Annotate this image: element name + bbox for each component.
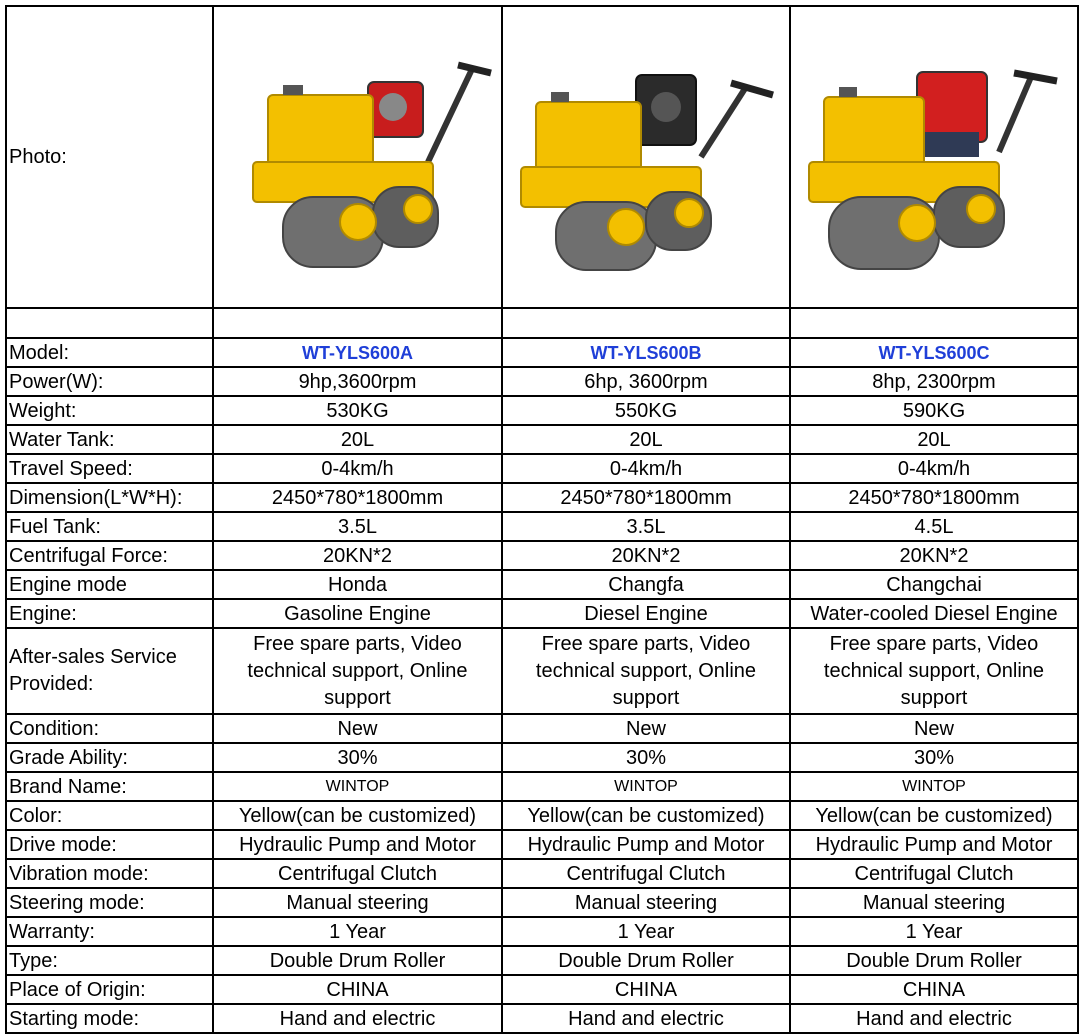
spec-value: Gasoline Engine xyxy=(213,599,502,628)
spec-value: 3.5L xyxy=(502,512,790,541)
spec-label: Color: xyxy=(6,801,213,830)
spec-label: Model: xyxy=(6,338,213,367)
spec-label: Water Tank: xyxy=(6,425,213,454)
road-roller-b-image xyxy=(511,37,781,277)
spec-row xyxy=(6,888,1078,917)
spec-label: Travel Speed: xyxy=(6,454,213,483)
spec-row xyxy=(6,628,1078,714)
spec-label: Condition: xyxy=(6,714,213,743)
spec-value: Water-cooled Diesel Engine xyxy=(790,599,1078,628)
spec-row xyxy=(6,1004,1078,1033)
spec-value: 6hp, 3600rpm xyxy=(502,367,790,396)
spec-row xyxy=(6,975,1078,1004)
photo-label: Photo: xyxy=(6,6,213,308)
spec-value: 20KN*2 xyxy=(213,541,502,570)
spec-row xyxy=(6,772,1078,801)
spec-value: Diesel Engine xyxy=(502,599,790,628)
photo-row xyxy=(6,6,1078,308)
spec-label: Centrifugal Force: xyxy=(6,541,213,570)
spec-row xyxy=(6,425,1078,454)
spec-label: Engine: xyxy=(6,599,213,628)
empty-cell xyxy=(6,308,213,338)
brand-value: WINTOP xyxy=(213,772,502,801)
spec-row xyxy=(6,570,1078,599)
spec-row xyxy=(6,338,1078,367)
spec-value: 20KN*2 xyxy=(790,541,1078,570)
spec-value: 20L xyxy=(502,425,790,454)
model-name: WT-YLS600B xyxy=(502,338,790,367)
spec-label: Engine mode xyxy=(6,570,213,599)
spec-value: 3.5L xyxy=(213,512,502,541)
spec-label: After-sales Service Provided: xyxy=(6,628,213,714)
spec-value: Manual steering xyxy=(790,888,1078,917)
spec-label: Drive mode: xyxy=(6,830,213,859)
spec-label: Power(W): xyxy=(6,367,213,396)
spec-value: 9hp,3600rpm xyxy=(213,367,502,396)
spec-value: 2450*780*1800mm xyxy=(790,483,1078,512)
spec-value: 550KG xyxy=(502,396,790,425)
spec-value: Free spare parts, Video technical support, Online support xyxy=(502,628,790,714)
empty-cell xyxy=(213,308,502,338)
spec-row xyxy=(6,714,1078,743)
spec-value: Hand and electric xyxy=(502,1004,790,1033)
spec-label: Brand Name: xyxy=(6,772,213,801)
spec-value: Free spare parts, Video technical support, Online support xyxy=(213,628,502,714)
spec-value: 4.5L xyxy=(790,512,1078,541)
spec-value: Yellow(can be customized) xyxy=(502,801,790,830)
spec-label: Steering mode: xyxy=(6,888,213,917)
spec-value: CHINA xyxy=(213,975,502,1004)
empty-cell xyxy=(502,308,790,338)
spec-row xyxy=(6,946,1078,975)
spec-row xyxy=(6,743,1078,772)
spec-label: Type: xyxy=(6,946,213,975)
spec-value: Centrifugal Clutch xyxy=(213,859,502,888)
spec-table xyxy=(5,5,1079,1034)
spec-value: 20KN*2 xyxy=(502,541,790,570)
spec-row xyxy=(6,801,1078,830)
spec-value: New xyxy=(502,714,790,743)
spec-value: New xyxy=(213,714,502,743)
spec-value: Yellow(can be customized) xyxy=(790,801,1078,830)
spec-label: Starting mode: xyxy=(6,1004,213,1033)
spec-value: 20L xyxy=(213,425,502,454)
spec-value: 1 Year xyxy=(213,917,502,946)
spec-value: 8hp, 2300rpm xyxy=(790,367,1078,396)
spec-value: Double Drum Roller xyxy=(213,946,502,975)
spec-value: CHINA xyxy=(790,975,1078,1004)
spacer-row xyxy=(6,308,1078,338)
spec-row xyxy=(6,859,1078,888)
spec-value: 2450*780*1800mm xyxy=(213,483,502,512)
spec-row xyxy=(6,830,1078,859)
spec-value: 30% xyxy=(502,743,790,772)
spec-value: CHINA xyxy=(502,975,790,1004)
spec-value: New xyxy=(790,714,1078,743)
photo-cell xyxy=(502,6,790,308)
road-roller-c-image xyxy=(799,37,1069,277)
photo-cell xyxy=(213,6,502,308)
spec-value: Manual steering xyxy=(502,888,790,917)
spec-value: 0-4km/h xyxy=(213,454,502,483)
spec-value: Free spare parts, Video technical support, Online support xyxy=(790,628,1078,714)
spec-value: Changchai xyxy=(790,570,1078,599)
brand-value: WINTOP xyxy=(502,772,790,801)
spec-label: Dimension(L*W*H): xyxy=(6,483,213,512)
spec-row xyxy=(6,454,1078,483)
spec-value: Yellow(can be customized) xyxy=(213,801,502,830)
engine-shape xyxy=(917,72,987,142)
spec-value: 0-4km/h xyxy=(790,454,1078,483)
spec-row xyxy=(6,367,1078,396)
spec-label: Fuel Tank: xyxy=(6,512,213,541)
spec-value: Honda xyxy=(213,570,502,599)
spec-row xyxy=(6,512,1078,541)
model-name: WT-YLS600A xyxy=(213,338,502,367)
spec-label: Grade Ability: xyxy=(6,743,213,772)
spec-label: Weight: xyxy=(6,396,213,425)
spec-value: 2450*780*1800mm xyxy=(502,483,790,512)
spec-value: Changfa xyxy=(502,570,790,599)
spec-label: Place of Origin: xyxy=(6,975,213,1004)
spec-value: 30% xyxy=(213,743,502,772)
spec-value: 1 Year xyxy=(790,917,1078,946)
spec-value: Hydraulic Pump and Motor xyxy=(502,830,790,859)
spec-value: Double Drum Roller xyxy=(790,946,1078,975)
spec-value: 30% xyxy=(790,743,1078,772)
empty-cell xyxy=(790,308,1078,338)
spec-label: Vibration mode: xyxy=(6,859,213,888)
photo-cell xyxy=(790,6,1078,308)
spec-value: 530KG xyxy=(213,396,502,425)
spec-value: Hydraulic Pump and Motor xyxy=(213,830,502,859)
road-roller-a-image xyxy=(223,37,493,277)
brand-value: WINTOP xyxy=(790,772,1078,801)
spec-value: 0-4km/h xyxy=(502,454,790,483)
spec-row xyxy=(6,483,1078,512)
spec-value: Centrifugal Clutch xyxy=(790,859,1078,888)
spec-row xyxy=(6,541,1078,570)
spec-row xyxy=(6,396,1078,425)
spec-value: 1 Year xyxy=(502,917,790,946)
spec-value: Hand and electric xyxy=(213,1004,502,1033)
spec-value: Double Drum Roller xyxy=(502,946,790,975)
spec-label: Warranty: xyxy=(6,917,213,946)
spec-value: Manual steering xyxy=(213,888,502,917)
model-name: WT-YLS600C xyxy=(790,338,1078,367)
spec-row xyxy=(6,599,1078,628)
spec-row xyxy=(6,917,1078,946)
spec-value: Hand and electric xyxy=(790,1004,1078,1033)
spec-value: Hydraulic Pump and Motor xyxy=(790,830,1078,859)
spec-value: 20L xyxy=(790,425,1078,454)
spec-value: Centrifugal Clutch xyxy=(502,859,790,888)
spec-value: 590KG xyxy=(790,396,1078,425)
